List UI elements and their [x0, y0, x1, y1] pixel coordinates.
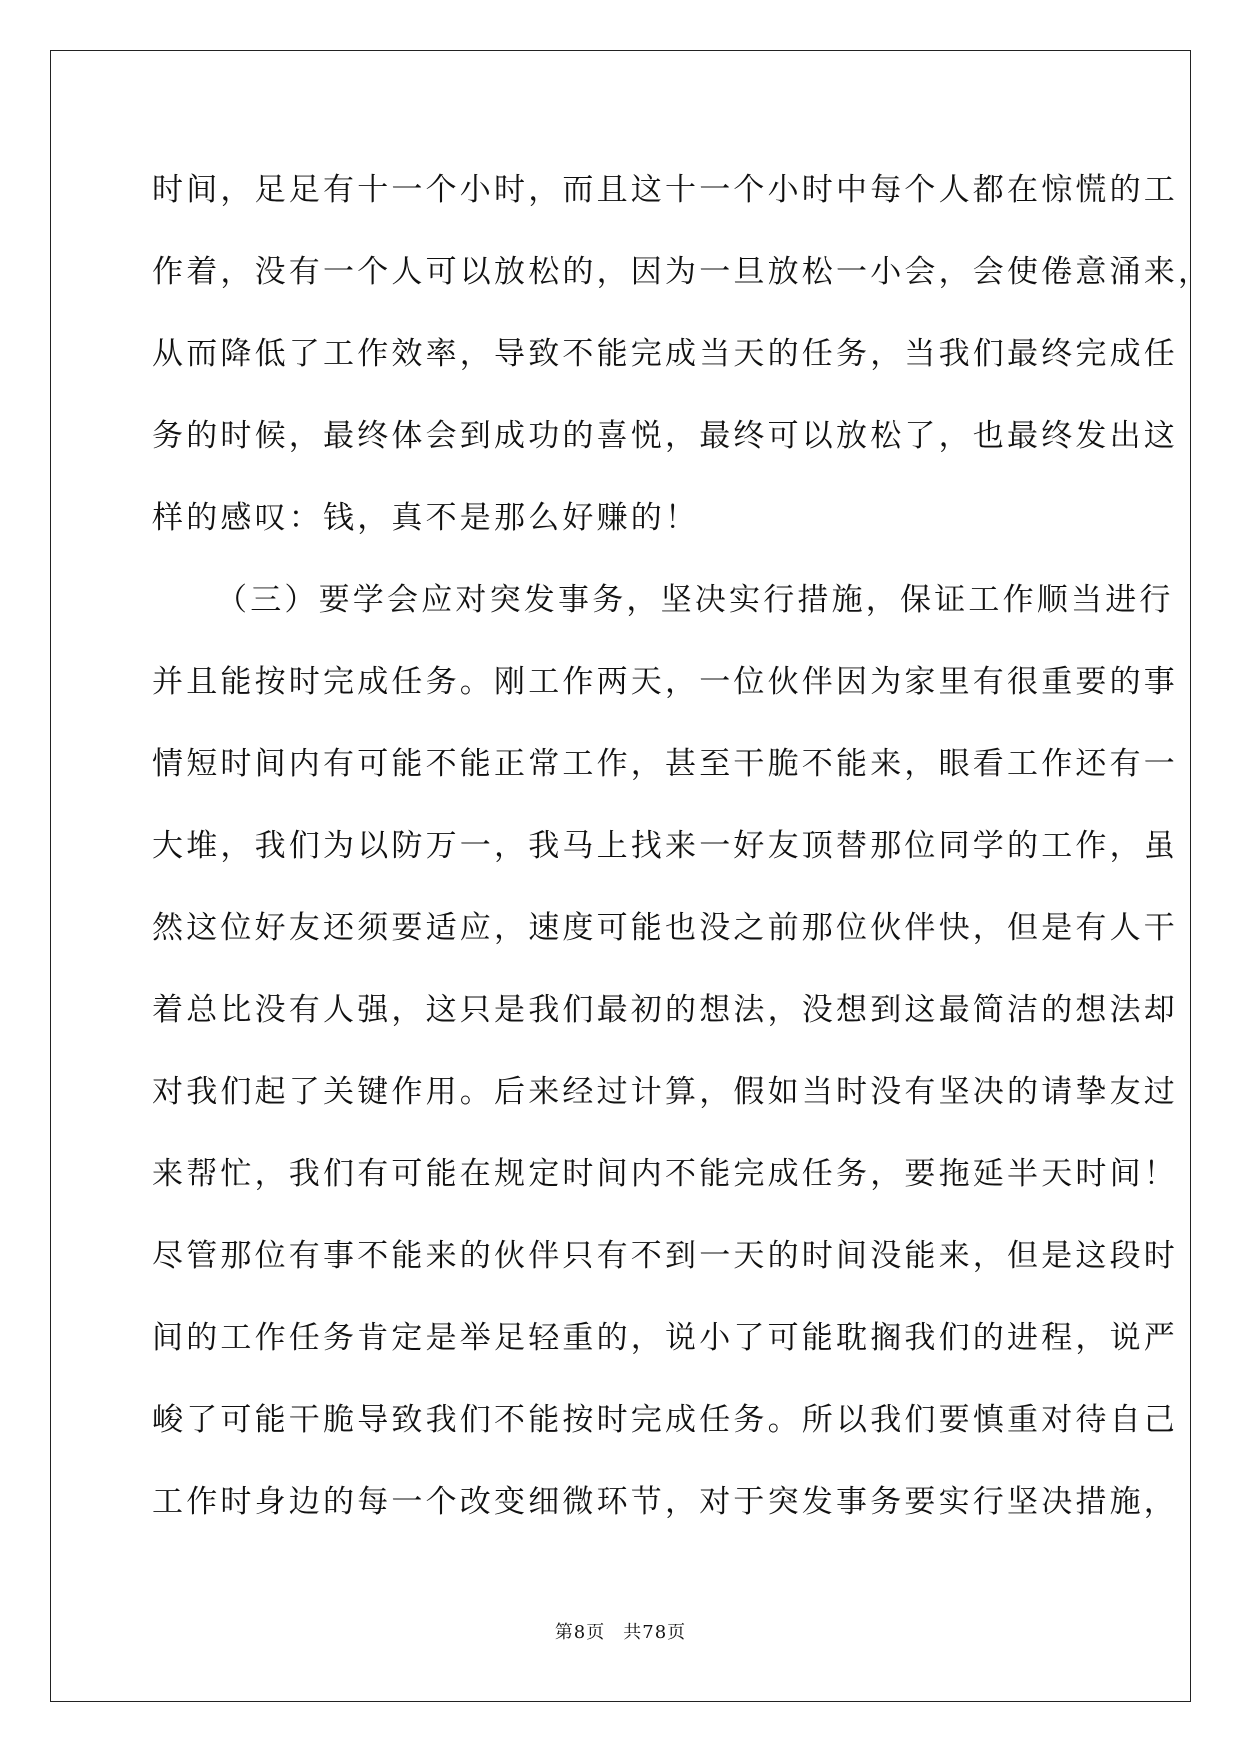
text-line: 着总比没有人强，这只是我们最初的想法，没想到这最简洁的想法却 — [152, 992, 1178, 1028]
document-body — [152, 160, 1213, 1554]
text-line: 然这位好友还须要适应，速度可能也没之前那位伙伴快，但是有人干 — [152, 910, 1178, 946]
page-total: 共78页 — [623, 1622, 687, 1643]
text-line: 峻了可能干脆导致我们不能按时完成任务。所以我们要慎重对待自己 — [152, 1402, 1178, 1438]
page-footer — [0, 1621, 1241, 1645]
text-line: 情短时间内有可能不能正常工作，甚至干脆不能来，眼看工作还有一 — [152, 746, 1178, 782]
text-line: 对我们起了关键作用。后来经过计算，假如当时没有坚决的请挚友过 — [152, 1074, 1178, 1110]
text-line: 时间，足足有十一个小时，而且这十一个小时中每个人都在惊慌的工 — [152, 172, 1178, 208]
text-line: 来帮忙，我们有可能在规定时间内不能完成任务，要拖延半天时间！ — [152, 1156, 1178, 1192]
text-line: 工作时身边的每一个改变细微环节，对于突发事务要实行坚决措施， — [152, 1484, 1178, 1520]
page-number: 第8页 — [554, 1622, 606, 1643]
text-line: 作着，没有一个人可以放松的，因为一旦放松一小会，会使倦意涌来， — [152, 254, 1213, 290]
section-heading-line: （三）要学会应对突发事务，坚决实行措施，保证工作顺当进行 — [216, 582, 1174, 618]
text-line: 务的时候，最终体会到成功的喜悦，最终可以放松了，也最终发出这 — [152, 418, 1178, 454]
text-line: 间的工作任务肯定是举足轻重的，说小了可能耽搁我们的进程，说严 — [152, 1320, 1178, 1356]
text-line: 样的感叹：钱，真不是那么好赚的！ — [152, 500, 700, 536]
text-line: 大堆，我们为以防万一，我马上找来一好友顶替那位同学的工作，虽 — [152, 828, 1178, 864]
text-line: 并且能按时完成任务。刚工作两天，一位伙伴因为家里有很重要的事 — [152, 664, 1178, 700]
text-line: 尽管那位有事不能来的伙伴只有不到一天的时间没能来，但是这段时 — [152, 1238, 1178, 1274]
text-line: 从而降低了工作效率，导致不能完成当天的任务，当我们最终完成任 — [152, 336, 1178, 372]
